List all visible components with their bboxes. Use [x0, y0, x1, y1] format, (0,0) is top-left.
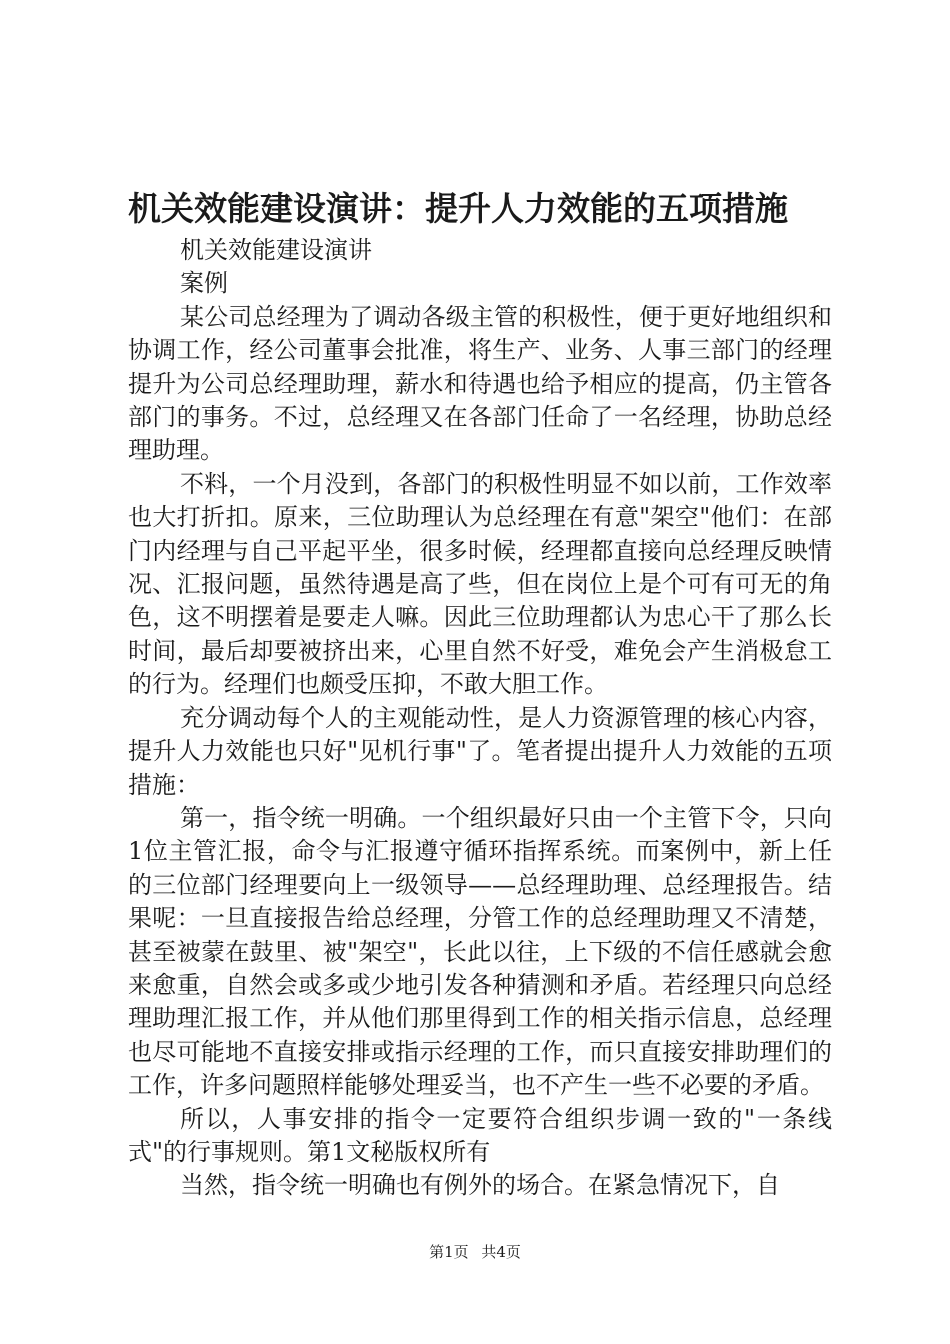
paragraph: 充分调动每个人的主观能动性，是人力资源管理的核心内容，提升人力效能也只好"见机行事"了。笔者提出提升人力效能的五项措施： [128, 703, 832, 799]
page-total: 共4页 [481, 1243, 521, 1261]
paragraph: 第一，指令统一明确。一个组织最好只由一个主管下令，只向1位主管汇报，命令与汇报遵守循环指挥系统。而案例中，新上任的三位部门经理要向上一级领导——总经理助理、总经理报告。结果呢：一旦直接报告给总经理，分管工作的总经理助理又不清楚，甚至被蒙在鼓里、被"架空"，长此以往，上下级的不信任感就会愈来愈重，自然会或多或少地引发各种猜测和矛盾。若经理只向总经理助理汇报工作，并从他们那里得到工作的相关指示信息，总经理也尽可能地不直接安排或指示经理的工作，而只直接安排助理们的工作，许多问题照样能够处理妥当，也不产生一些不必要的矛盾。 [128, 803, 832, 1100]
document-title: 机关效能建设演讲：提升人力效能的五项措施 [128, 189, 788, 228]
paragraph: 不料，一个月没到，各部门的积极性明显不如以前，工作效率也大打折扣。原来，三位助理认为总经理在有意"架空"他们：在部门内经理与自己平起平坐，很多时候，经理都直接向总经理反映情况、汇报问题，虽然待遇是高了些，但在岗位上是个可有可无的角色，这不明摆着是要走人嘛。因此三位助理都认为忠心干了那么长时间，最后却要被挤出来，心里自然不好受，难免会产生消极怠工的行为。经理们也颇受压抑，不敢大胆工作。 [128, 469, 832, 699]
paragraph: 机关效能建设演讲 [180, 236, 372, 264]
document-body [128, 234, 832, 1203]
paragraph: 当然，指令统一明确也有例外的场合。在紧急情况下，自 [180, 1171, 780, 1200]
paragraph: 案例 [180, 269, 228, 298]
page-number: 第1页 [429, 1243, 469, 1261]
paragraph: 某公司总经理为了调动各级主管的积极性，便于更好地组织和协调工作，经公司董事会批准，将生产、业务、人事三部门的经理提升为公司总经理助理，薪水和待遇也给予相应的提高，仍主管各部门的事务。不过，总经理又在各部门任命了一名经理，协助总经理助理。 [128, 302, 832, 465]
page-footer [0, 1242, 950, 1262]
paragraph: 所以，人事安排的指令一定要符合组织步调一致的"一条线式"的行事规则。第1文秘版权所有 [128, 1104, 832, 1166]
